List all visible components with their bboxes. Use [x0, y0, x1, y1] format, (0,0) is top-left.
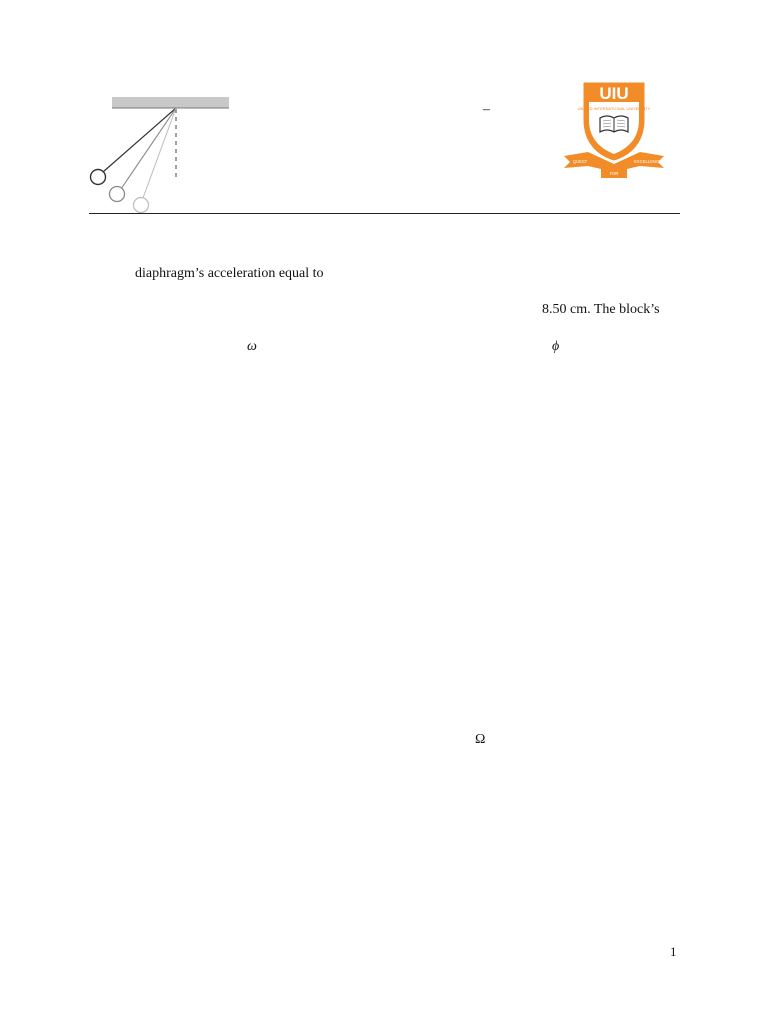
uiu-logo [560, 80, 668, 180]
page-number: 1 [670, 944, 677, 959]
ribbon-left-text: QUEST [572, 159, 588, 164]
string-light [143, 108, 176, 198]
bob-dark [91, 170, 106, 185]
logo-text-uiu: UIU [599, 84, 629, 103]
phi-symbol: ϕ [552, 339, 560, 354]
omega-symbol: ω [247, 339, 257, 354]
ribbon-right-text: EXCELLENCE [634, 159, 662, 164]
pendulum-diagram [86, 92, 246, 220]
header-dash: – [483, 102, 490, 117]
header-rule [89, 213, 680, 214]
logo-ring-text: UNITED INTERNATIONAL UNIVERSITY [577, 106, 651, 111]
body-text-line-2: 8.50 cm. The block’s [542, 302, 660, 317]
ceiling-bar [112, 97, 229, 108]
bob-light [134, 198, 149, 213]
ohm-symbol: Ω [475, 732, 486, 747]
bob-mid [110, 187, 125, 202]
body-text-line-1: diaphragm’s acceleration equal to [135, 266, 324, 281]
ribbon-center-text: FOR [609, 171, 619, 176]
